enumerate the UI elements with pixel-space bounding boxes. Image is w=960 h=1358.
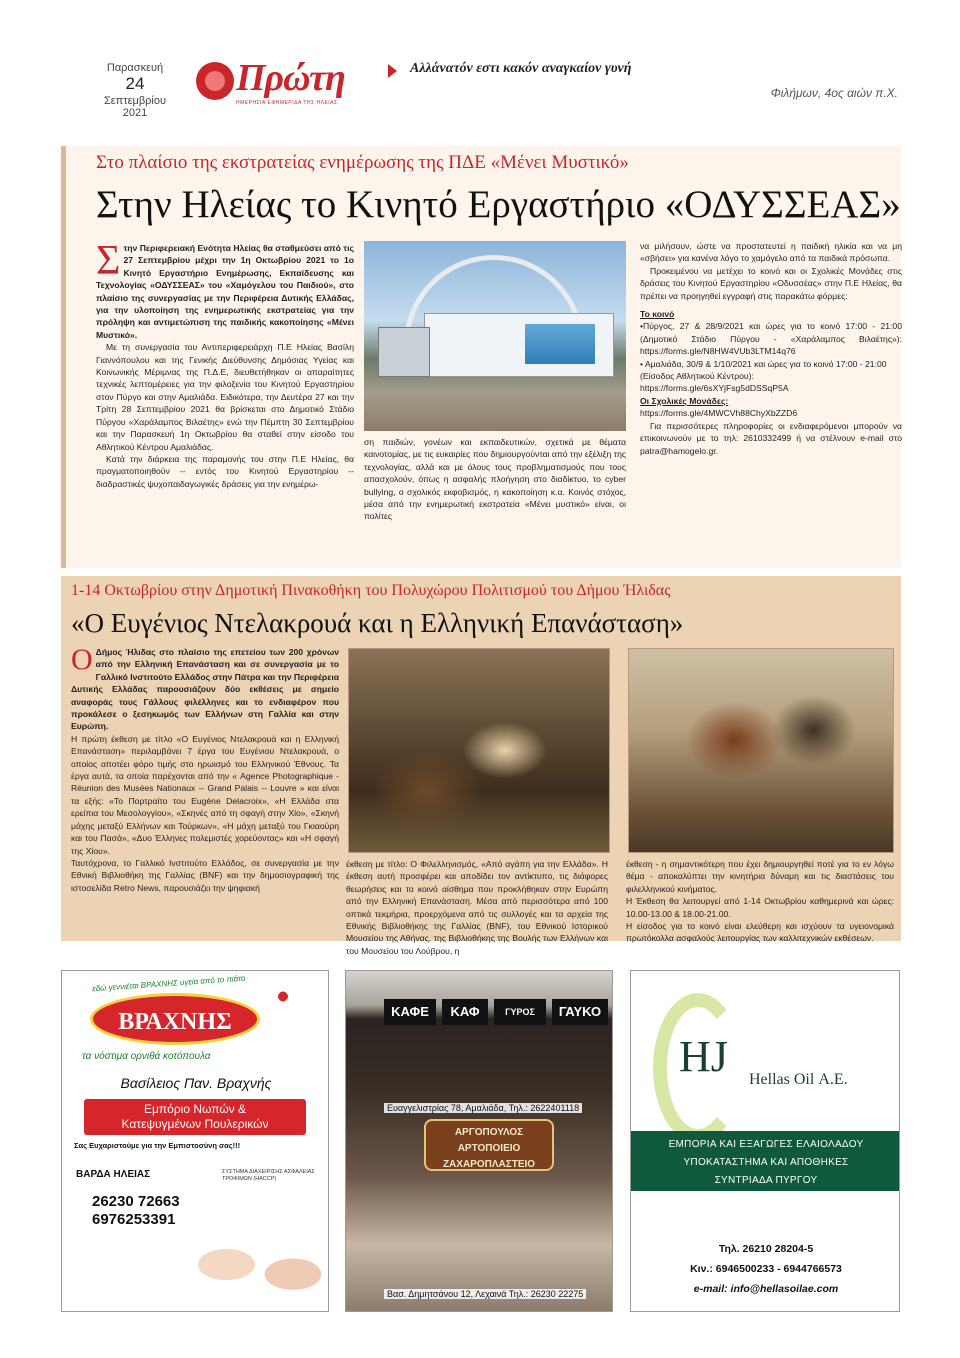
ad2-address-2: Βασ. Δημητσάνου 12, Λεχαινά Τηλ.: 26230 22275 <box>384 1289 586 1299</box>
ad3-email[interactable]: e-mail: info@hellasoilae.com <box>693 1283 839 1295</box>
article2-kicker: 1-14 Οκτωβρίου στην Δημοτική Πινακοθήκη του Πολυχώρου Πολιτισμού του Δήμου Ήλιδας <box>71 582 671 599</box>
ad1-tagline: τα νόστιμα ορνιθά κοτόπουλα <box>82 1051 211 1062</box>
public-amaliada-link[interactable]: https://forms.gle/6sXYjFsg5dDSSqP5A <box>640 383 789 394</box>
article1-paragraph: Προκειμένου να μετέχει το κοινό και οι Σχολικές Μονάδες στις δράσεις του Κινητού Εργαστηρίου «Οδυσσέας» στην Π.Ε Ηλείας, θα πρέπει να προηγηθεί εγγραφή στις παρακάτω φόρμες: <box>640 265 902 301</box>
shop-sign: ΚΑΦΕ <box>384 999 436 1025</box>
ad1-phone[interactable]: 26230 72663 <box>92 1193 180 1210</box>
ad1-box-line: Εμπόριο Νωπών & <box>143 1102 247 1116</box>
year: 2021 <box>122 106 148 119</box>
ad1-location: ΒΑΡΔΑ ΗΛΕΙΑΣ <box>76 1169 151 1180</box>
schools-link[interactable]: https://forms.gle/4MWCVh88ChyXbZZD6 <box>640 408 798 419</box>
ad3-mobile[interactable]: Κιν.: 6946500233 - 6944766573 <box>690 1263 842 1275</box>
ad3-monogram: HJ <box>679 1032 728 1081</box>
article2-dropcap: Ο <box>71 643 93 676</box>
shop-sign: ΚΑΦ <box>442 999 488 1025</box>
triangle-arrow-icon <box>388 64 398 78</box>
article2-column-2 <box>346 858 608 957</box>
ad1-mobile[interactable]: 6976253391 <box>92 1211 176 1228</box>
month: Σεπτεμβρίου <box>103 94 167 107</box>
giaour-pasha-painting <box>628 648 894 853</box>
day-number: 24 <box>125 74 145 94</box>
ad3-phone[interactable]: Τηλ. 26210 28204-5 <box>718 1243 814 1255</box>
ad-bakery[interactable] <box>345 970 613 1312</box>
issue-date <box>100 62 170 119</box>
ad3-band <box>631 1131 900 1191</box>
chicken-products-image <box>182 1216 329 1312</box>
ad3-band-line: ΕΜΠΟΡΙΑ ΚΑΙ ΕΞΑΓΩΓΕΣ ΕΛΑΙΟΛΑΔΟΥ <box>668 1139 864 1150</box>
article2-paragraph: Ταυτόχρονα, το Γαλλικό Ινστιτούτο Ελλάδος, σε συνεργασία με την Εθνική Βιβλιοθήκη της Γαλλίας (BNF) και την δημοσιογραφική της ιστοσελίδα Retro News, παρουσιάζει την ψηφιακή <box>71 857 339 893</box>
article2-lead: Δήμος Ήλιδας στο πλαίσιο της επετείου των 200 χρόνων από την Ελληνική Επανάσταση και σε συνεργασία με το Γαλλικό Ινστιτούτο Ελλάδος στην Πάτρα και την Περιφέρεια Δυτικής Ελλάδας παρουσιάζουν δύο εκθέσεις με σημείο αναφοράς τους Γάλλους φιλέλληνες και το ενδιαφέρον που προκάλεσε ο ξεσηκωμός των Ελλήνων στη Γαλλία και στην Ευρώπη. <box>71 647 339 732</box>
ad2-logo-line: ΑΡΤΟΠΟΙΕΙΟ <box>457 1143 521 1154</box>
ad1-box-line: Κατεψυγμένων Πουλερικών <box>121 1117 269 1131</box>
truck-cab <box>378 327 430 377</box>
public-pyrgos[interactable]: •Πύργος, 27 & 28/9/2021 και ώρες για το κοινό 17:00 - 21:00 (Δημοτικό Στάδιο Πύργου - «Χαράλαμπος Βιλαέτης»): https://forms.gle/N8HW4VUb3LTM14q76 <box>640 321 902 357</box>
motto: Αλλάνατόν εστι κακόν αναγκαίον γυνή <box>410 61 632 76</box>
public-amaliada: • Αμαλιάδα, 30/9 & 1/10/2021 και ώρες για το κοινό 17:00 - 21:00 <box>640 358 887 369</box>
logo-circle-icon <box>196 62 234 100</box>
chios-massacre-painting <box>348 648 610 853</box>
contact-info: Για περισσότερες πληροφορίες οι ενδιαφερόμενοι μπορούν να επικοινωνούν με το τηλ: 2610332499 ή να στέλνουν e-mail στο patra@hamogelo.gr. <box>640 420 902 456</box>
logo-subtitle: ΗΜΕΡΗΣΙΑ ΕΦΗΜΕΡΙΔΑ ΤΗΣ ΗΛΕΙΑΣ <box>236 100 338 106</box>
logo-name: Πρώτη <box>236 57 345 99</box>
article2-paragraph: έκθεση με τίτλο: Ο Φιλελληνισμός, «Από αγάπη για την Ελλάδα». Η έκθεση αυτή προσφέρει και αποδίδει τον αντίκτυπο, τις διάφορες θεωρήσεις και το κοινό αίσθημα που προκλήθηκαν στην Ευρώπη από την Ελληνική Επανάσταση. Μέσα από περισσότερα από 100 οπτικά τεκμήρια, προερχόμενα από τις συλλογές και τα αρχεία της Εθνικής Βιβλιοθήκης της Γαλλίας (BNF), του Εθνικού Ιστορικού Μουσείου της Αθήνας, της Βιβλιοθήκης της Βουλής των Ελλήνων και του Μουσείου του Λούβρου, η <box>346 859 608 956</box>
shop-sign: ΓΑΥΚΟ <box>552 999 608 1025</box>
ad1-brand: ΒΡΑΧΝΗΣ <box>90 993 260 1045</box>
article1-title: Στην Ηλείας το Κινητό Εργαστήριο «ΟΔΥΣΣΕΑΣ» <box>96 183 901 226</box>
shop-sign: ΓΥΡΟΣ <box>494 999 546 1025</box>
article2-paragraph: έκθεση - η σημαντικότερη που έχει δημιουργηθεί ποτέ για το εν λόγω θέμα - αποκαλύπτει την κινητήρια δύναμη και τις διαστάσεις του φιλελληνικού κινήματος. <box>626 859 894 894</box>
ad-hellas-oil[interactable] <box>630 970 900 1312</box>
motto-source: Φιλήμων, 4ος αιών π.Χ. <box>770 86 898 100</box>
article1-column-3 <box>640 240 902 457</box>
mobile-lab-photo <box>364 241 626 431</box>
article-odysseas <box>61 146 901 568</box>
ad2-address-1: Ευαγγελιστρίας 78, Αμαλιάδα, Τηλ.: 2622401118 <box>384 1103 582 1113</box>
article2-paragraph: Η πρώτη έκθεση με τίτλο «Ο Ευγένιος Ντελακρουά και η Ελληνική Επανάσταση» περιλαμβάνει 7 έργα του Ευγένιου Ντελακρουά, ο οποίος αποτέει φόρο τιμής στο ηρωισμό του Ελληνικού Έθνους. Τα έργα αυτά, τα οποία παρέχονται από την « Agence Photographique - Réunion des Musées Nationaux -- Grand Palais -- Louvre » και είναι τα εξής: «Το Πορτραίτο του Eugène Delacroix», «Η Ελλάδα στα ερείπια του Μεσολογγίου», «Σκηνές από τη σφαγή στην Χίο», «Σκηνή μάχης μεταξύ Ελλήνων και Τούρκων», «Η μάχη μεταξύ του Γκιαούρη και του Πασά», «Δυο Έλληνες πολεμιστές χορεύοντας» και «Η σφαγή της Χίου». <box>71 733 339 856</box>
ad1-slogan: εδώ γεννιέται ΒΡΑΧΝΗΣ υγεία από το πιάτο <box>91 973 246 994</box>
truck-trailer <box>424 313 614 377</box>
article1-column-1 <box>96 238 354 490</box>
ad3-band-line: ΥΠΟΚΑΤΑΣΤΗΜΑ ΚΑΙ ΑΠΟΘΗΚΕΣ <box>683 1157 849 1168</box>
article1-dropcap: Σ <box>96 238 121 284</box>
ad3-band-line: ΣΥΝΤΡΙΑΔΑ ΠΥΡΓΟΥ <box>714 1175 818 1186</box>
article1-paragraph: ση παιδιών, γονέων και εκπαιδευτικών, σχετικά με θέματα καινοτομίας, με τις ευκαιρίες που δημιουργούνται από την εξέλιξη της τεχνολογίας, αλλά και με όλους τους προβληματισμούς που τους απασχολούν, όπως η ασφαλής πλοήγηση στο διαδίκτυο, το cyber bullying, ο σχολικός εκφοβισμός, η κακοποίηση κ.α. Κοινός στόχος, μέσα από την ενημερωτική εκστρατεία «Μένει μυστικό» είναι, οι πολίτες <box>364 437 626 522</box>
public-heading: Το κοινό <box>640 309 675 320</box>
article1-column-2 <box>364 436 626 523</box>
article2-paragraph: Η Έκθεση θα λειτουργεί από 1-14 Οκτωβρίου καθημερινά και ώρες: 10.00-13.00 & 18.00-21.00. <box>626 896 894 919</box>
article2-title: «Ο Ευγένιος Ντελακρουά και η Ελληνική Επανάσταση» <box>71 608 684 638</box>
article2-column-3 <box>626 858 894 945</box>
ad1-thanks: Σας Ευχαριστούμε για την Εμπιστοσύνη σας!!! <box>74 1141 241 1150</box>
article-delacroix <box>61 576 901 956</box>
public-amaliada-place: (Είσοδος Αθλητικού Κέντρου): <box>640 371 754 382</box>
ad3-company: Hellas Oil Α.Ε. <box>749 1071 848 1088</box>
article1-lead: την Περιφερειακή Ενότητα Ηλείας θα σταθμεύσει από τις 27 Σεπτεμβρίου μέχρι την 1η Οκτωβρίου 2021 το 1ο Κινητό Εργαστήριο Ενημέρωσης, Εκπαίδευσης και Τεχνολογίας «ΟΔΥΣΣΕΑΣ» του «Χαμόγελου του Παιδιού», στο πλαίσιο της συνεργασίας με την Περιφέρεια Δυτικής Ελλάδας, για την υλοποίηση της ενημερωτικής εκστρατείας για την πρόληψη και αντιμετώπιση της παιδικής κακοποίησης «Μένει Μυστικό». <box>96 243 354 340</box>
ad2-logo-line: ΖΑΧΑΡΟΠΛΑΣΤΕΙΟ <box>442 1159 536 1170</box>
newspaper-logo[interactable] <box>196 57 386 110</box>
article1-paragraph: να μιλήσουν, ώστε να προστατευτεί η παιδική ηλικία και να μη «σβήσει» για κανένα λόγο το χαμόγελο από τα παιδικά πρόσωπα. <box>640 241 902 264</box>
schools-heading: Οι Σχολικές Μονάδες: <box>640 395 729 406</box>
rooster-icon <box>252 983 314 1073</box>
ad1-owner: Βασίλειος Παν. Βραχνής <box>120 1075 272 1091</box>
ad2-logo-line: ΑΡΓΟΠΟΥΛΟΣ <box>454 1127 524 1138</box>
article1-paragraph: Κατά την διάρκεια της παραμονής του στην Π.Ε Ηλείας, θα πραγματοποιηθούν -- εντός του Κινητού Εργαστηρίου -- διαδραστικές ψυχοπαιδαγωγικές δράσεις για την ενημέρω- <box>96 453 354 489</box>
article1-kicker: Στο πλαίσιο της εκστρατείας ενημέρωσης της ΠΔΕ «Μένει Μυστικό» <box>96 152 629 173</box>
ad-vrachnis[interactable] <box>61 970 329 1312</box>
weekday: Παρασκευή <box>106 62 164 74</box>
article2-column-1 <box>71 643 339 894</box>
ad2-bakery-logo <box>424 1119 554 1171</box>
ad1-haccp: ΣΥΣΤΗΜΑ ΔΙΑΧΕΙΡΙΣΗΣ ΑΣΦΑΛΕΙΑΣ ΤΡΟΦΙΜΩΝ (HACCP) <box>222 1169 315 1182</box>
article2-paragraph: Η είσοδος για το κοινό είναι ελεύθερη και ισχύουν τα υγειονομικά πρωτόκολλα ασφαλούς λειτουργίας των καλλιτεχνικών εκθέσεων. <box>626 921 894 944</box>
ad1-business-box <box>84 1099 306 1135</box>
article1-paragraph: Με τη συνεργασία του Αντιπεριφερειάρχη Π.Ε Ηλείας Βασίλη Γιαννόπουλου και της Γενικής Διεύθυνσης Δημόσιας Υγείας και Κοινωνικής Μέριμνας της Π.Δ.Ε, διευθετήθηκαν οι απαραίτητες τεχνικές λεπτομέρειες για την φιλοξενία του Κινητού Εργαστηρίου στον Πύργο και στην Αμαλιάδα. Ειδικότερα, την Δευτέρα 27 και την Τρίτη 28 Σεπτεμβρίου 2021 θα βρίσκεται στο Δημοτικό Στάδιο Πύργου «Χαράλαμπος Βιλαέτης» ενώ την Πέμπτη 30 Σεπτεμβρίου και την Παρασκευή 1η Οκτωβρίου θα σταθεί στην είσοδο του Αθλητικού Κέντρου Αμαλιάδας. <box>96 342 354 452</box>
